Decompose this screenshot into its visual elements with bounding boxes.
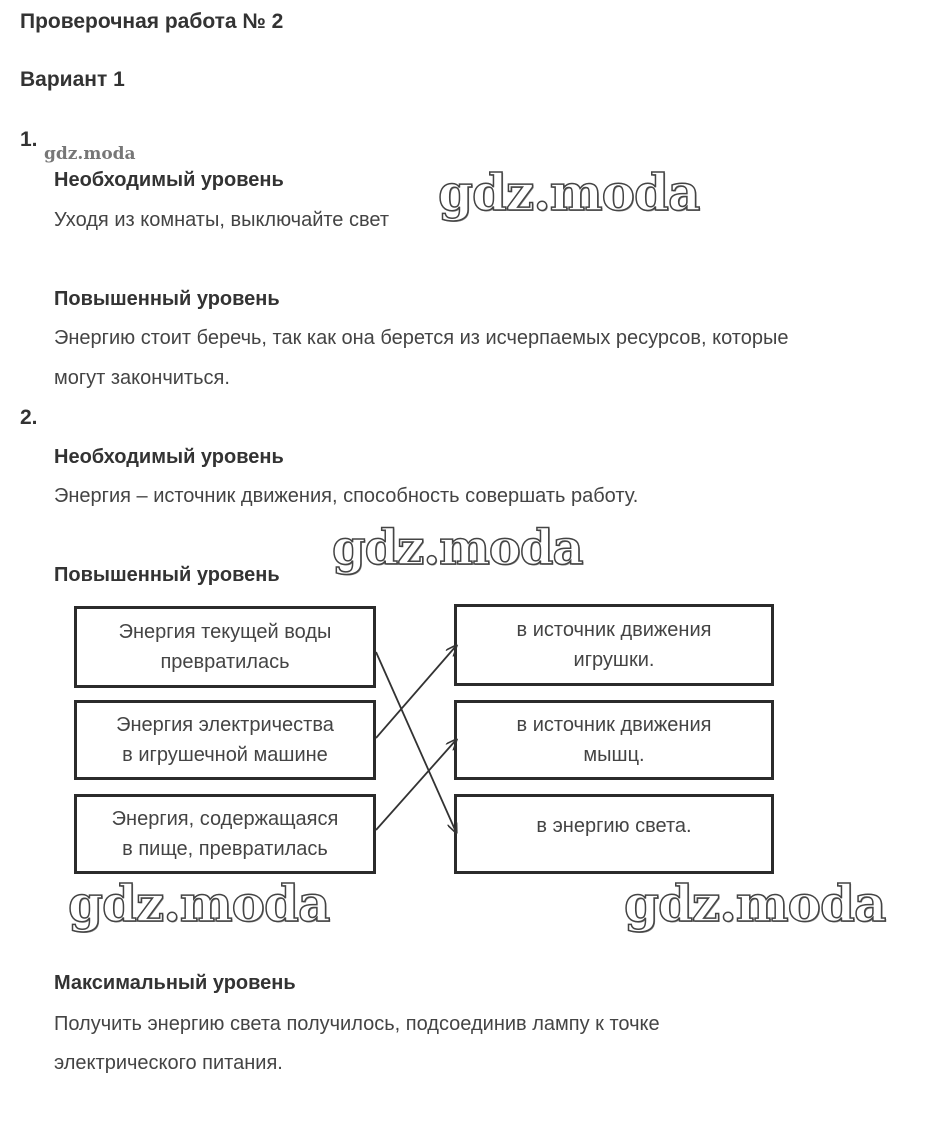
left-box-3-line-1: Энергия, содержащаяся (111, 808, 339, 830)
q1-advanced-answer-line-1: Энергию стоит беречь, так как она берется из исчерпаемых ресурсов, которые (54, 327, 789, 349)
q2-maximum-level-title: Максимальный уровень (54, 972, 296, 994)
right-box-2-line-1: в источник движения (516, 714, 712, 736)
q1-advanced-level-title: Повышенный уровень (54, 288, 280, 310)
q2-maximum-answer-line-2: электрического питания. (54, 1052, 283, 1074)
q1-required-level-answer: Уходя из комнаты, выключайте свет (54, 209, 389, 231)
arrow-water-to-light (376, 652, 456, 832)
arrow-food-to-muscles (376, 740, 456, 830)
question-2-number: 2. (20, 406, 38, 429)
watermark-3: gdz.moda (68, 874, 330, 933)
watermark-2: gdz.moda (332, 520, 583, 576)
right-box-1-line-1: в источник движения (516, 619, 712, 641)
q1-required-level-title: Необходимый уровень (54, 169, 284, 191)
right-box-2-line-2: мышц. (583, 744, 645, 766)
watermark-small: gdz.moda (44, 144, 136, 164)
left-box-1-line-2: превратилась (160, 651, 290, 673)
q2-advanced-level-title: Повышенный уровень (54, 564, 280, 586)
arrow-electricity-to-toy (376, 646, 456, 738)
right-box-1-line-2: игрушки. (573, 649, 655, 671)
left-box-1-line-1: Энергия текущей воды (118, 621, 332, 643)
q2-maximum-answer-line-1: Получить энергию света получилось, подсоединив лампу к точке (54, 1013, 660, 1035)
left-box-2-line-2: в игрушечной машине (122, 744, 328, 766)
left-box-2-line-1: Энергия электричества (116, 714, 334, 736)
variant-title: Вариант 1 (20, 68, 125, 91)
watermark-4: gdz.moda (624, 874, 886, 933)
question-1-number: 1. (20, 128, 38, 151)
q2-required-level-title: Необходимый уровень (54, 446, 284, 468)
left-box-3-line-2: в пище, превратилась (122, 838, 328, 860)
q1-advanced-answer-line-2: могут закончиться. (54, 367, 230, 389)
watermark-1: gdz.moda (438, 163, 700, 222)
page-title: Проверочная работа № 2 (20, 10, 284, 33)
q2-required-level-answer: Энергия – источник движения, способность совершать работу. (54, 485, 639, 507)
right-box-3-line-1: в энергию света. (536, 815, 692, 837)
